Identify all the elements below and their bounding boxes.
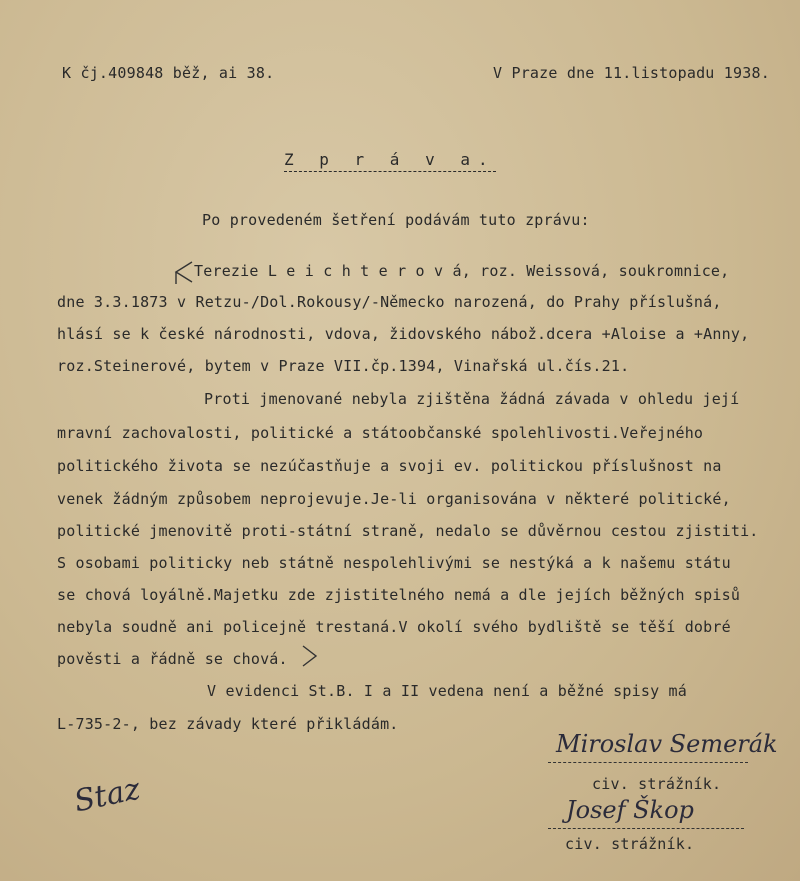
- left-initials: Staz: [71, 771, 144, 820]
- body-line-8: venek žádným způsobem neprojevuje.Je-li organisována v některé politické,: [57, 490, 731, 508]
- body-line-1: Terezie L e i c h t e r o v á, roz. Weissová, soukromnice,: [194, 262, 730, 280]
- body-line-12: nebyla soudně ani policejně trestaná.V okolí svého bydliště se těší dobré: [57, 618, 731, 636]
- body-line-6: mravní zachovalosti, politické a státoobčanské spolehlivosti.Veřejného: [57, 424, 704, 442]
- first-signature: Miroslav Semerák: [556, 730, 778, 758]
- body-line-2: dne 3.3.1873 v Retzu-/Dol.Rokousy/-Německo narozená, do Prahy příslušná,: [57, 293, 722, 311]
- first-signature-title: civ. strážník.: [592, 775, 722, 793]
- body-line-3: hlásí se k české národnosti, vdova, židovského nábož.dcera +Aloise a +Anny,: [57, 325, 750, 343]
- reference-number: K čj.409848 běž, ai 38.: [62, 64, 275, 82]
- bracket-mark: [170, 258, 196, 286]
- body-line-13: pověsti a řádně se chová.: [57, 650, 288, 668]
- body-line-11: se chová loyálně.Majetku zde zjistitelného nemá a dle jejích běžných spisů: [57, 586, 741, 604]
- body-line-5: Proti jmenované nebyla zjištěna žádná závada v ohledu její: [204, 390, 740, 408]
- second-signature: Josef Škop: [566, 796, 694, 824]
- place-date: V Praze dne 11.listopadu 1938.: [493, 64, 770, 82]
- body-line-10: S osobami politicky neb státně nespolehlivými se nestýká a k našemu státu: [57, 554, 731, 572]
- body-line-9: politické jmenovitě proti-státní straně, nedalo se důvěrnou cestou zjistiti.: [57, 522, 759, 540]
- body-line-4: roz.Steinerové, bytem v Praze VII.čp.1394, Vinařská ul.čís.21.: [57, 357, 630, 375]
- first-signature-line: [548, 762, 748, 763]
- second-signature-line: [548, 828, 744, 829]
- body-line-7: politického života se nezúčastňuje a svoji ev. politickou příslušnost na: [57, 457, 722, 475]
- second-signature-title: civ. strážník.: [565, 835, 695, 853]
- closing-bracket-mark: [300, 642, 322, 670]
- document-title: Z p r á v a.: [284, 150, 496, 172]
- body-line-15: L-735-2-, bez závady které přikládám.: [57, 715, 399, 733]
- body-line-14: V evidenci St.B. I a II vedena není a běžné spisy má: [207, 682, 687, 700]
- intro-line: Po provedeném šetření podávám tuto zprávu:: [202, 211, 590, 229]
